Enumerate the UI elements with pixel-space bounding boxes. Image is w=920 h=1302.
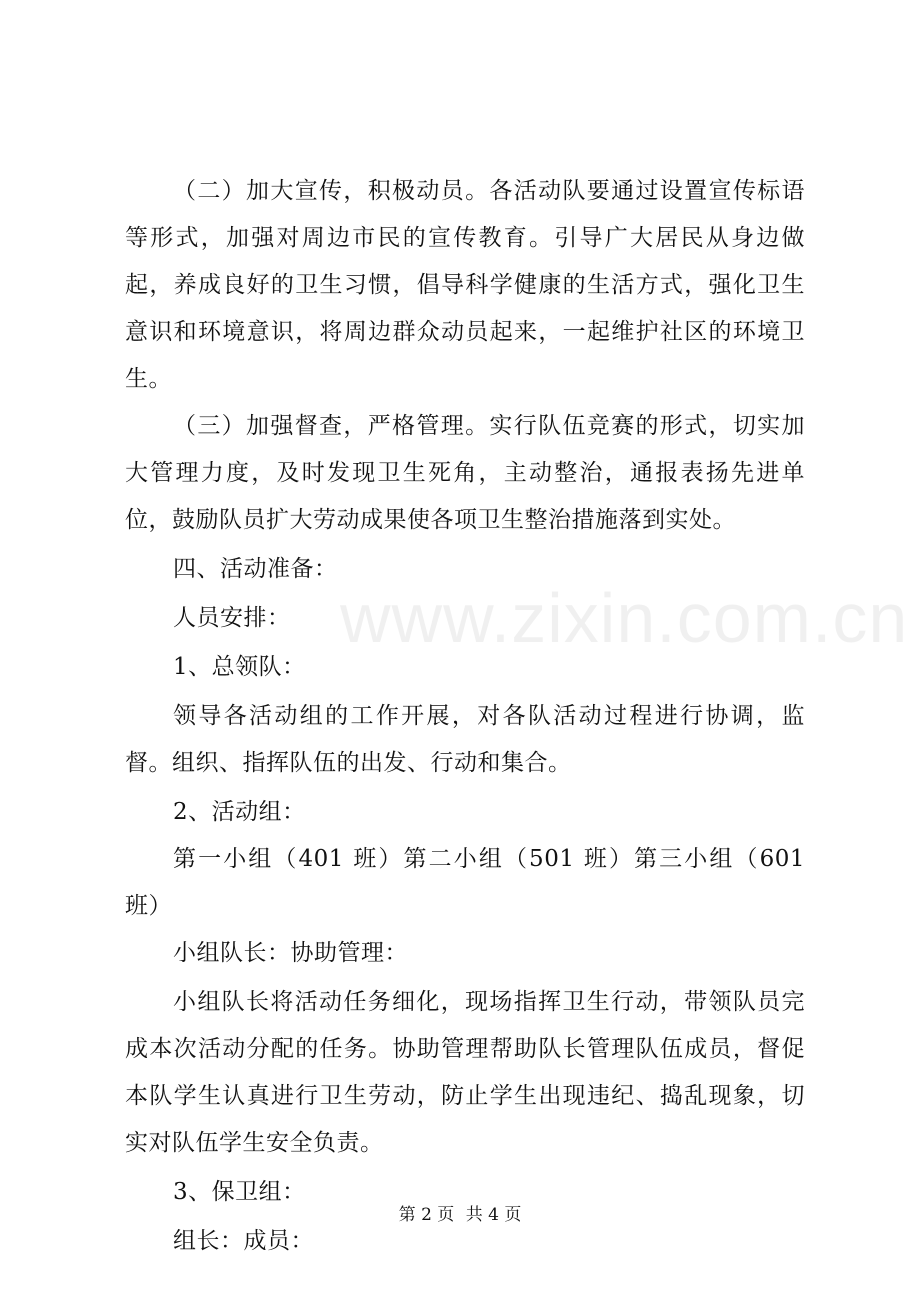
section-heading-preparation: 四、活动准备： <box>173 556 338 582</box>
document-body <box>125 168 805 1265</box>
paragraph-leader-duties: 领导各活动组的工作开展，对各队活动过程进行协调，监督。组织、指挥队伍的出发、行动和集合。 <box>125 703 805 776</box>
page-number: 第 2 页 <box>398 1205 455 1225</box>
page-footer <box>0 1200 920 1225</box>
paragraph-supervision: （三）加强督查，严格管理。实行队伍竞赛的形式，切实加大管理力度，及时发现卫生死角，主动整治，通报表扬先进单位，鼓励队员扩大劳动成果使各项卫生整治措施落到实处。 <box>125 413 805 533</box>
paragraph-group-list: 第一小组（401 班）第二小组（501 班）第三小组（601 班） <box>125 846 805 919</box>
paragraph-publicity: （二）加大宣传，积极动员。各活动队要通过设置宣传标语等形式，加强对周边市民的宣传教育。引导广大居民从身边做起，养成良好的卫生习惯，倡导科学健康的生活方式，强化卫生意识和环境意识，将周边群众动员起来，一起维护社区的环境卫生。 <box>125 178 805 392</box>
watermark: www.zixin.com.cn <box>340 579 909 657</box>
page-total: 共 4 页 <box>465 1205 522 1225</box>
paragraph-group-duties: 小组队长将活动任务细化，现场指挥卫生行动，带领队员完成本次活动分配的任务。协助管理帮助队长管理队伍成员，督促本队学生认真进行卫生劳动，防止学生出现违纪、捣乱现象，切实对队伍学生安全负责。 <box>125 989 805 1156</box>
paragraph-security-roles: 组长：成员： <box>173 1228 314 1254</box>
paragraph-group-roles: 小组队长：协助管理： <box>173 940 408 966</box>
item-chief-leader: 1、总领队： <box>173 654 306 680</box>
item-security-group: 3、保卫组： <box>173 1179 306 1205</box>
item-activity-group: 2、活动组： <box>173 799 306 825</box>
paragraph-staffing: 人员安排： <box>173 605 291 631</box>
